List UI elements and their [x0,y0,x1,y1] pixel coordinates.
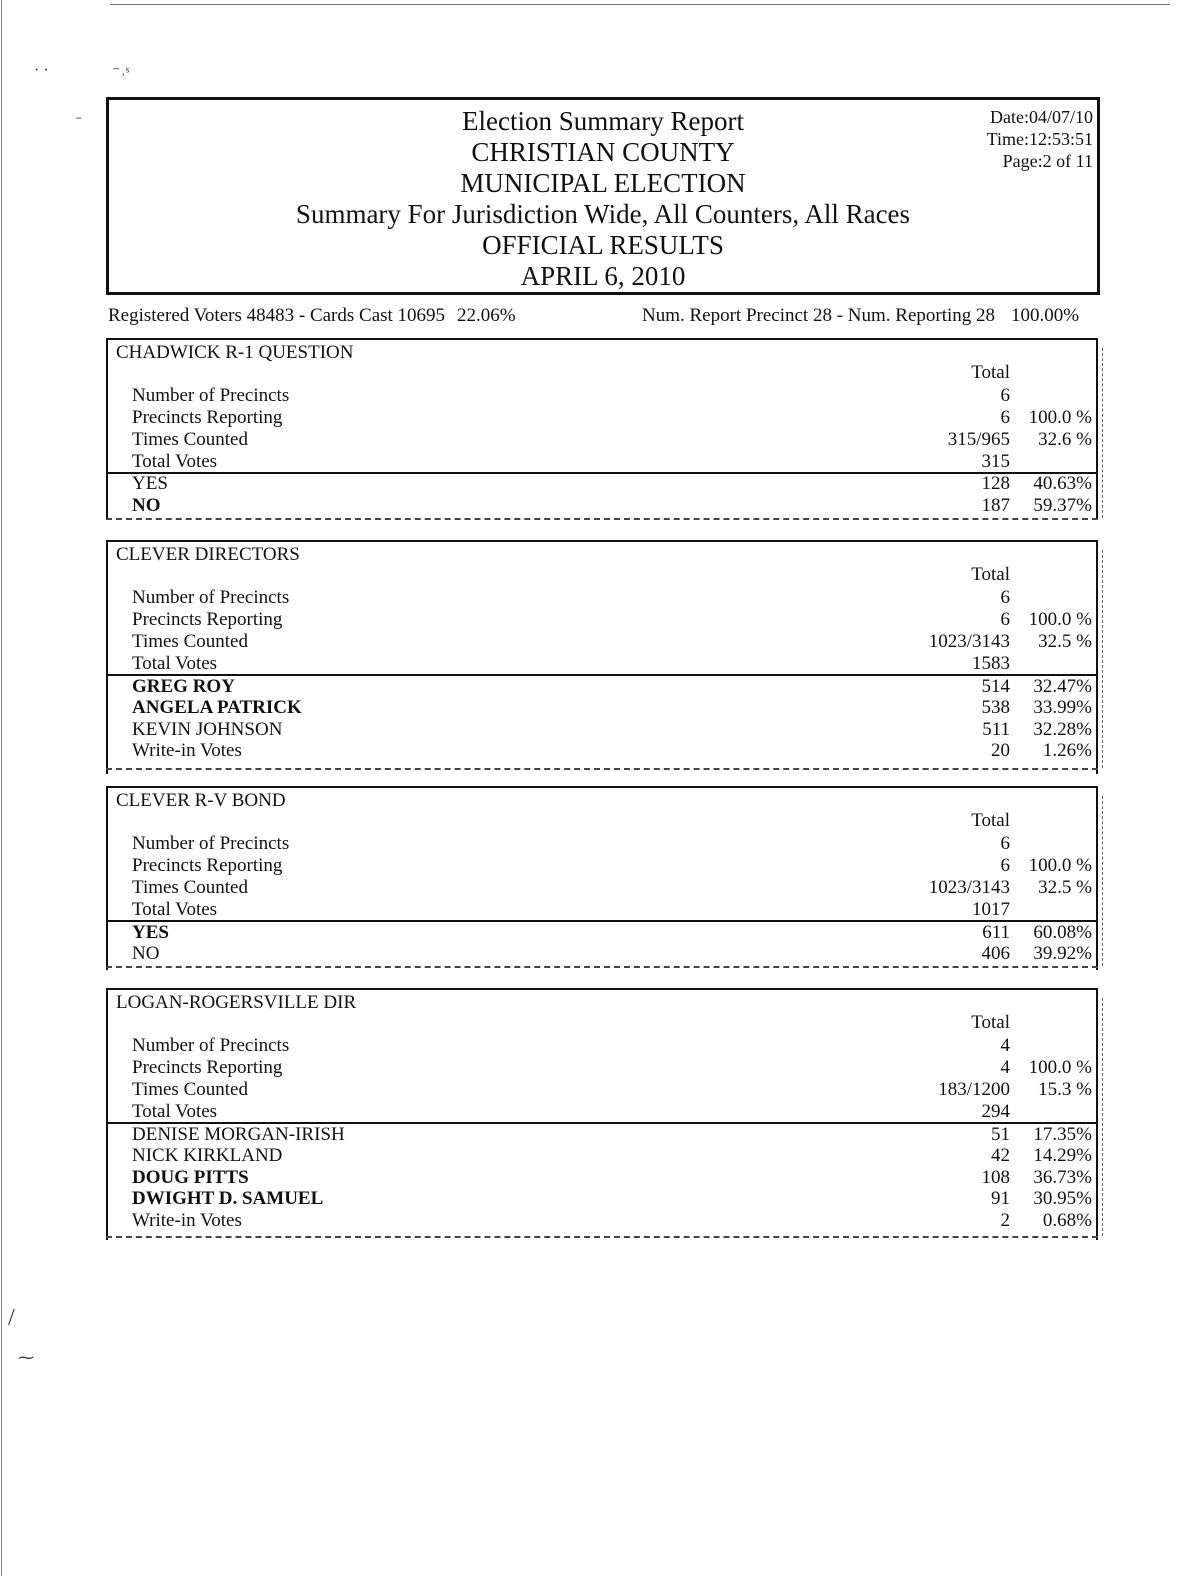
choice-percent: 59.37% [1033,495,1092,516]
candidate-votes: 42 [991,1145,1010,1166]
stat-value: 294 [981,1101,1010,1122]
candidate-votes: 51 [991,1124,1010,1145]
scan-mark: ⁓ [18,1350,34,1367]
county-name: CHRISTIAN COUNTY [471,137,735,167]
scan-mark: ˗ [76,108,82,125]
choice-label: NO [132,495,161,516]
result-row [108,1188,1096,1210]
choice-votes: 187 [981,495,1010,516]
stat-label: Precincts Reporting [132,855,283,876]
stat-value: 6 [1000,407,1010,428]
scan-mark: ⁻˒ˢ [112,64,130,81]
precinct-reporting-text: Num. Report Precinct 28 - Num. Reporting 28 [642,305,996,326]
stat-row [108,429,1096,451]
scan-left-edge [1,0,2,1576]
race-bottom-edge [106,1236,1098,1238]
result-row [108,697,1096,719]
stat-label: Times Counted [132,429,248,450]
stat-percent: 100.0 % [1028,1057,1092,1078]
scan-side-mark [1102,348,1104,518]
choice-votes: 406 [981,943,1010,964]
candidate-votes: 108 [981,1167,1010,1188]
registered-voters-summary [108,305,516,327]
candidate-votes: 538 [981,697,1010,718]
election-name: MUNICIPAL ELECTION [460,168,746,198]
result-row [108,943,1096,965]
stat-label: Precincts Reporting [132,609,283,630]
precinct-reporting-summary [642,305,1079,327]
total-column-header: Total [971,810,1010,831]
stat-row [108,653,1096,675]
stat-row [108,609,1096,631]
total-column-header: Total [971,1012,1010,1033]
stat-row [108,631,1096,653]
candidate-percent: 32.28% [1033,719,1092,740]
stat-percent: 100.0 % [1028,407,1092,428]
stat-row [108,877,1096,899]
race-section [106,786,1098,970]
result-row [108,719,1096,741]
stat-value: 6 [1000,833,1010,854]
stat-label: Number of Precincts [132,587,290,608]
race-bottom-edge [106,518,1098,520]
report-title: Election Summary Report [462,106,744,136]
stat-row [108,833,1096,855]
result-row [108,495,1096,517]
stat-row [108,1035,1096,1057]
stat-value: 1583 [972,653,1010,674]
race-title: CLEVER DIRECTORS [116,544,300,565]
result-row [108,473,1096,495]
stat-row [108,1079,1096,1101]
candidate-name: KEVIN JOHNSON [132,719,283,740]
scan-side-mark [1102,550,1104,768]
scan-mark: / [8,1305,15,1331]
stat-row [108,1101,1096,1123]
choice-percent: 60.08% [1033,922,1092,943]
candidate-percent: 30.95% [1033,1188,1092,1209]
scan-side-mark [1102,998,1104,1236]
report-time: Time:12:53:51 [986,129,1093,149]
turnout-percent: 22.06% [457,305,516,326]
stat-row [108,451,1096,473]
candidate-percent: 14.29% [1033,1145,1092,1166]
stat-row [108,587,1096,609]
stat-percent: 32.6 % [1038,429,1092,450]
candidate-votes: 514 [981,676,1010,697]
stat-label: Times Counted [132,877,248,898]
stat-label: Times Counted [132,1079,248,1100]
result-row [108,1167,1096,1189]
report-header [106,97,1100,295]
race-section [106,540,1098,774]
stat-value: 6 [1000,609,1010,630]
stat-value: 1023/3143 [928,877,1010,898]
candidate-name: DWIGHT D. SAMUEL [132,1188,324,1209]
candidate-percent: 1.26% [1042,740,1092,761]
stat-value: 1017 [972,899,1010,920]
candidate-name: DOUG PITTS [132,1167,249,1188]
choice-votes: 128 [981,473,1010,494]
report-title-block [109,106,1097,292]
choice-votes: 611 [982,922,1010,943]
total-column-header: Total [971,362,1010,383]
stat-percent: 15.3 % [1038,1079,1092,1100]
candidate-name: GREG ROY [132,676,235,697]
scan-side-mark [1102,796,1104,966]
race-section [106,988,1098,1240]
stat-label: Number of Precincts [132,833,290,854]
stat-label: Total Votes [132,899,218,920]
result-row [108,1145,1096,1167]
candidate-name: DENISE MORGAN-IRISH [132,1124,345,1145]
stat-value: 6 [1000,587,1010,608]
candidate-percent: 32.47% [1033,676,1092,697]
stat-label: Total Votes [132,1101,218,1122]
candidate-percent: 0.68% [1042,1210,1092,1231]
report-date: Date:04/07/10 [990,107,1093,127]
stat-value: 6 [1000,855,1010,876]
choice-label: YES [132,922,169,943]
candidate-votes: 511 [982,719,1010,740]
stat-label: Number of Precincts [132,1035,290,1056]
stat-row [108,385,1096,407]
stat-label: Precincts Reporting [132,407,283,428]
stat-value: 315/965 [947,429,1010,450]
turnout-summary [108,305,1098,329]
choice-percent: 40.63% [1033,473,1092,494]
stat-percent: 32.5 % [1038,877,1092,898]
race-section [106,338,1098,520]
registered-voters-text: Registered Voters 48483 - Cards Cast 10695 [108,305,446,326]
results-status: OFFICIAL RESULTS [482,230,724,260]
scan-mark: · · [34,62,49,79]
total-column-header: Total [971,564,1010,585]
race-bottom-edge [106,768,1098,770]
stat-label: Number of Precincts [132,385,290,406]
stat-value: 4 [1000,1035,1010,1056]
candidate-name: Write-in Votes [132,1210,242,1231]
candidate-name: NICK KIRKLAND [132,1145,283,1166]
page-number: Page:2 of 11 [1002,151,1093,171]
scan-top-edge [110,4,1170,5]
candidate-percent: 36.73% [1033,1167,1092,1188]
stat-row [108,855,1096,877]
stat-percent: 100.0 % [1028,609,1092,630]
candidate-votes: 20 [991,740,1010,761]
stat-row [108,1057,1096,1079]
choice-percent: 39.92% [1033,943,1092,964]
result-row [108,740,1096,762]
result-row [108,1210,1096,1232]
stat-value: 183/1200 [938,1079,1010,1100]
result-row [108,1124,1096,1146]
candidate-name: ANGELA PATRICK [132,697,302,718]
result-row [108,676,1096,698]
stat-label: Total Votes [132,451,218,472]
stat-label: Times Counted [132,631,248,652]
stat-value: 315 [981,451,1010,472]
stat-value: 4 [1000,1057,1010,1078]
stat-value: 1023/3143 [928,631,1010,652]
candidate-percent: 17.35% [1033,1124,1092,1145]
result-row [108,922,1096,944]
stat-percent: 32.5 % [1038,631,1092,652]
race-title: LOGAN-ROGERSVILLE DIR [116,992,357,1013]
stat-row [108,407,1096,429]
stat-value: 6 [1000,385,1010,406]
race-bottom-edge [106,966,1098,968]
election-date: APRIL 6, 2010 [520,261,686,291]
stat-label: Total Votes [132,653,218,674]
stat-row [108,899,1096,921]
candidate-votes: 2 [1000,1210,1010,1231]
summary-scope: Summary For Jurisdiction Wide, All Counters, All Races [295,199,911,229]
race-title: CLEVER R-V BOND [116,790,286,811]
choice-label: NO [132,943,160,964]
stat-label: Precincts Reporting [132,1057,283,1078]
reporting-percent: 100.00% [1011,305,1080,326]
candidate-name: Write-in Votes [132,740,242,761]
candidate-votes: 91 [991,1188,1010,1209]
race-title: CHADWICK R-1 QUESTION [116,342,354,363]
candidate-percent: 33.99% [1033,697,1092,718]
report-meta [987,106,1093,172]
choice-label: YES [132,473,168,494]
stat-percent: 100.0 % [1028,855,1092,876]
